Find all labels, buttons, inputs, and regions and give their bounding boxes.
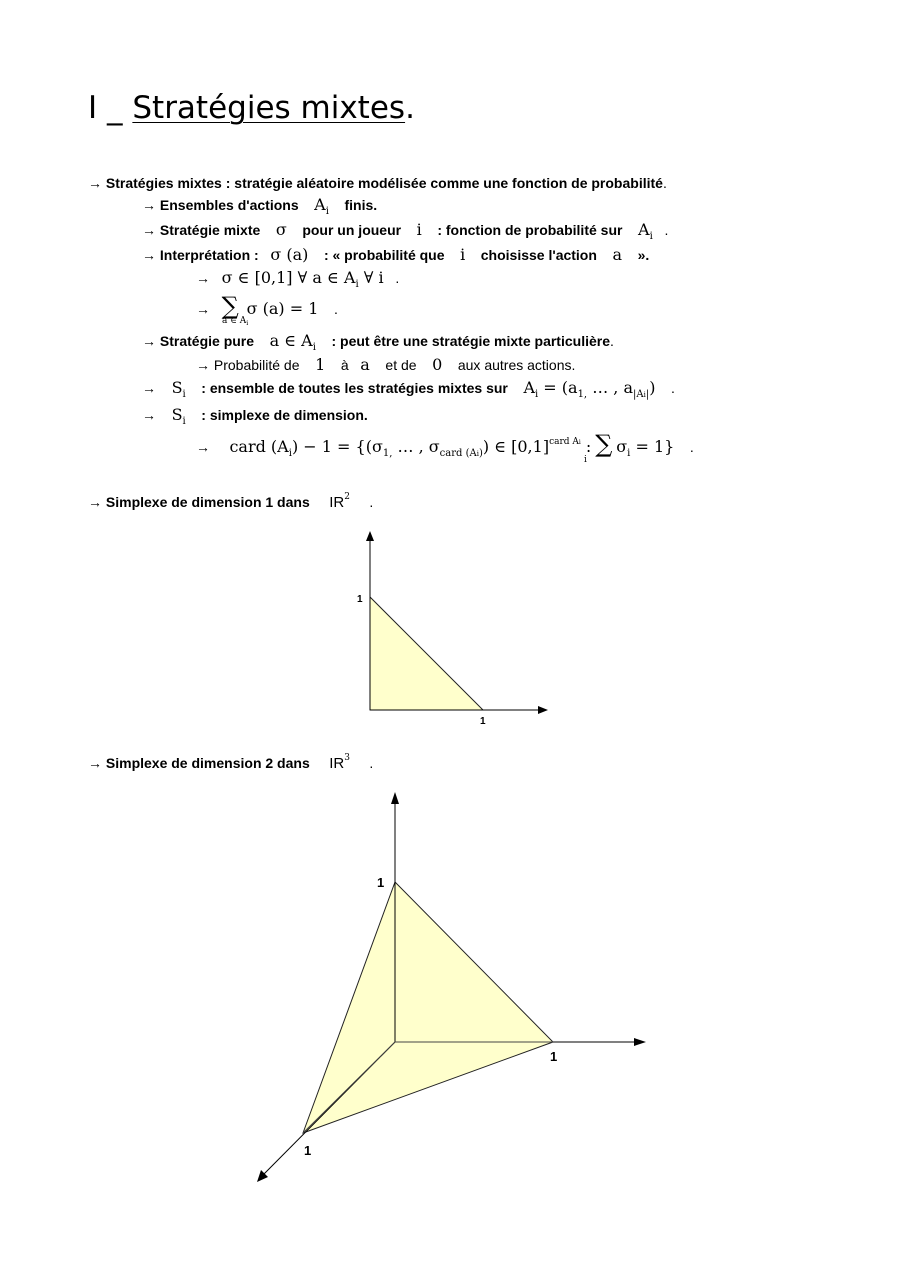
x-axis-3d-arrowhead — [634, 1038, 646, 1046]
line-sigma-range: → σ ∈ [0,1] ∀ a ∈ $A_i$ ∀ i . — [196, 268, 400, 290]
left-vertex-label: 1 — [304, 1143, 312, 1158]
sum-symbol: ∑ — [221, 292, 239, 320]
simplex-2d-triangle — [370, 597, 483, 710]
line-pure-strategy: → Stratégie pure a ∈ $A_i$ : peut être une stratégie mixte particulière. — [142, 331, 614, 353]
line-set-of-strategies: → $S_i$ : ensemble de toutes les stratégies mixtes sur $A_i = (a_{1,}$ … , $a_{|Ai|}$) . — [142, 378, 675, 400]
right-vertex-label: 1 — [550, 1049, 558, 1064]
sum-index: a ∈ $A_i$ — [222, 316, 249, 327]
section-dimension-1: → Simplexe de dimension 1 dans $IR^2$ . — [88, 492, 374, 511]
line-action-sets: → Ensembles d'actions $A_i$ finis. — [142, 195, 378, 217]
simplex-3d-figure — [240, 780, 660, 1200]
sum-symbol-2: ∑ — [595, 430, 613, 458]
line-interpretation: → Interprétation : σ (a) : « probabilité que i choisisse l'action a ». — [142, 245, 650, 264]
line-mixed-strategy: → Stratégie mixte σ pour un joueur i : fonction de probabilité sur $A_i$ . — [142, 220, 669, 242]
title-underlined: Stratégies mixtes — [132, 90, 406, 126]
y-axis-label: 1 — [357, 594, 363, 605]
section-dimension-2: → Simplexe de dimension 2 dans $IR^3$ . — [88, 753, 374, 772]
z-axis-arrowhead — [391, 792, 399, 804]
sum-index-2: i — [584, 455, 587, 465]
line-simplex-formula: → card $(A_i) - 1 = \{(\sigma_{1,}$ … , $\sigma_{card (Ai)}$) ∈ $[0,1]^{card Ai}$ : ∑ $\sigma_i = 1$} . — [196, 430, 694, 459]
page-title: I _ Stratégies mixtes. — [88, 90, 415, 126]
line-definition: → Stratégies mixtes : stratégie aléatoire modélisée comme une fonction de probabilité. — [88, 175, 667, 191]
line-simplex: → $S_i$ : simplexe de dimension. — [142, 405, 368, 427]
line-sigma-sum: → ∑ σ (a) = 1 . — [196, 292, 338, 320]
y-axis-arrowhead — [366, 531, 374, 541]
line-probability: → Probabilité de 1 à a et de 0 aux autres actions. — [196, 355, 576, 374]
x-axis-label: 1 — [480, 716, 486, 727]
x-axis-arrowhead — [538, 706, 548, 714]
simplex-2d-figure — [340, 525, 560, 730]
top-vertex-label: 1 — [377, 875, 385, 890]
